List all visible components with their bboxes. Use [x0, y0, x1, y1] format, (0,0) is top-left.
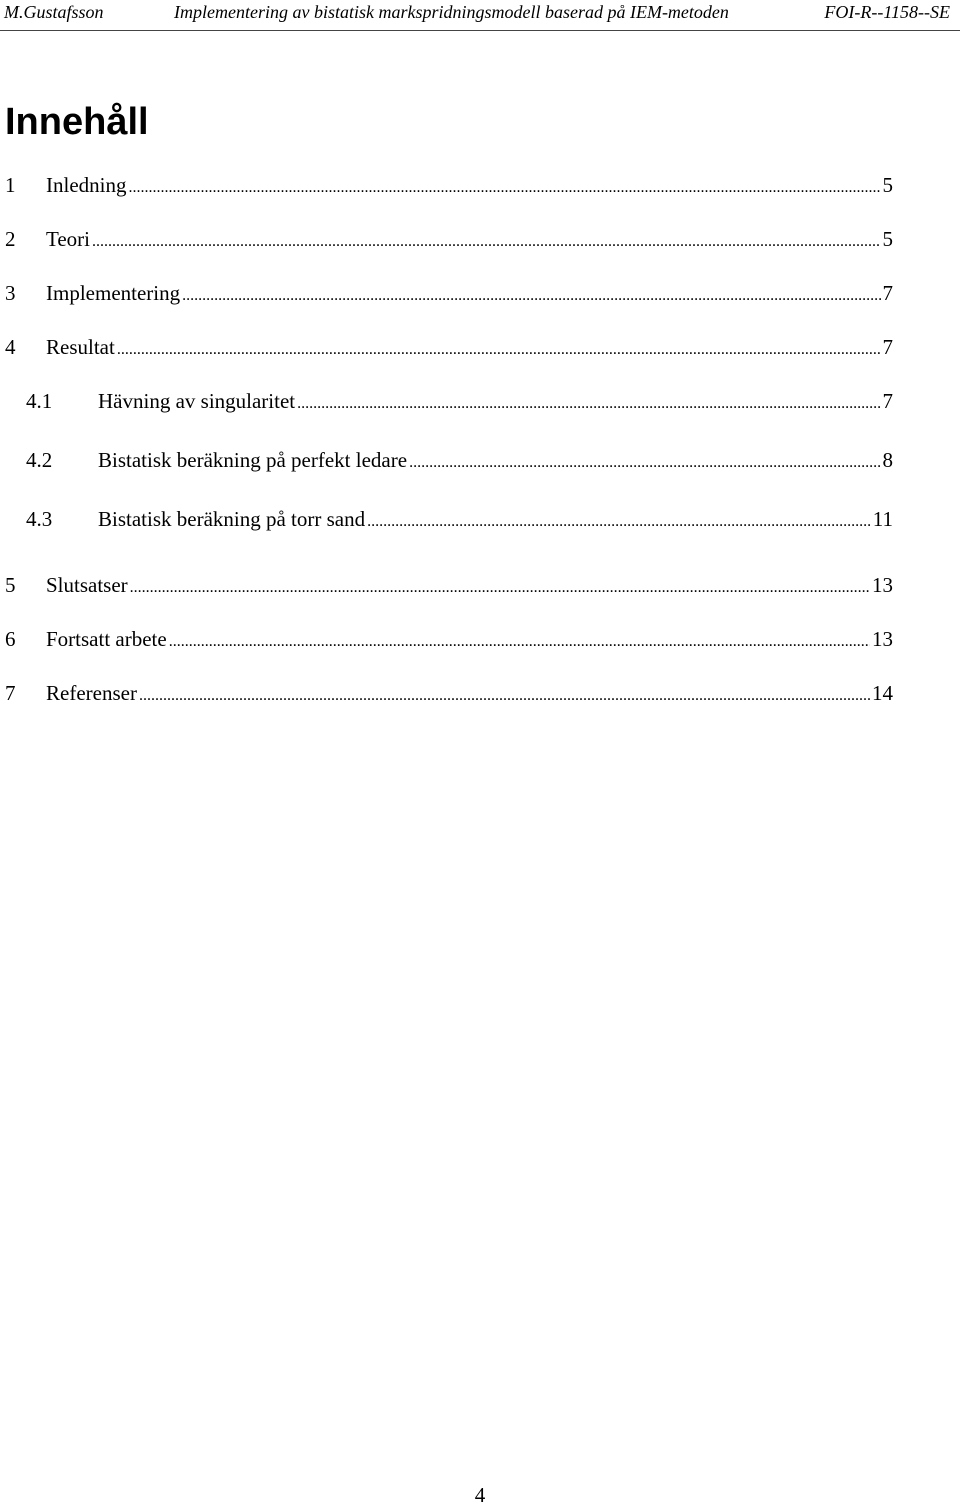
- toc-entry-inledning[interactable]: [0, 172, 893, 198]
- toc-entry-number: 4.3: [26, 507, 53, 531]
- toc-entry-number: 3: [5, 281, 16, 305]
- toc-entry-havning-av-singularitet[interactable]: [0, 388, 893, 414]
- header-document-title: Implementering av bistatisk markspridningsmodell baserad på IEM-metoden: [174, 2, 729, 22]
- toc-entry-label: Teori: [46, 227, 91, 251]
- toc-entry-label: Hävning av singularitet: [98, 389, 296, 413]
- toc-entry-page: 7: [882, 389, 893, 413]
- toc-entry-label: Implementering: [46, 281, 181, 305]
- toc-entry-slutsatser[interactable]: [0, 572, 893, 598]
- toc-entry-label: Slutsatser: [46, 573, 128, 597]
- toc-entry-number: 6: [5, 627, 16, 651]
- toc-entry-torr-sand[interactable]: [0, 506, 893, 532]
- toc-leader-dots: [367, 509, 871, 535]
- page-number: 4: [474, 1483, 486, 1507]
- toc-entry-number: 7: [5, 681, 16, 705]
- toc-entry-resultat[interactable]: [0, 334, 893, 360]
- toc-entry-referenser[interactable]: [0, 680, 893, 706]
- toc-entry-page: 11: [872, 507, 893, 531]
- toc-entry-number: 2: [5, 227, 16, 251]
- toc-leader-dots: [130, 575, 870, 601]
- toc-leader-dots: [92, 229, 880, 255]
- toc-entry-page: 13: [872, 627, 893, 651]
- toc-entry-number: 1: [5, 173, 16, 197]
- toc-entry-number: 4.2: [26, 448, 53, 472]
- toc-entry-label: Fortsatt arbete: [46, 627, 167, 651]
- toc-entry-fortsatt-arbete[interactable]: [0, 626, 893, 652]
- toc-entry-implementering[interactable]: [0, 280, 893, 306]
- toc-leader-dots: [128, 175, 880, 201]
- toc-entry-teori[interactable]: [0, 226, 893, 252]
- toc-entry-page: 7: [882, 281, 893, 305]
- toc-leader-dots: [169, 629, 870, 655]
- toc-leader-dots: [139, 683, 870, 709]
- toc-entry-page: 5: [882, 227, 893, 251]
- toc-entry-number: 5: [5, 573, 16, 597]
- toc-entry-label: Bistatisk beräkning på torr sand: [98, 507, 366, 531]
- toc-leader-dots: [182, 283, 880, 309]
- toc-entry-page: 8: [882, 448, 893, 472]
- toc-leader-dots: [409, 450, 880, 476]
- toc-entry-page: 7: [882, 335, 893, 359]
- toc-entry-perfekt-ledare[interactable]: [0, 447, 893, 473]
- toc-entry-label: Referenser: [46, 681, 137, 705]
- toc-entry-label: Resultat: [46, 335, 115, 359]
- toc-entry-label: Inledning: [46, 173, 127, 197]
- toc-entry-page: 5: [882, 173, 893, 197]
- header-author: M.Gustafsson: [4, 2, 104, 22]
- toc-entry-number: 4: [5, 335, 16, 359]
- toc-entry-label: Bistatisk beräkning på perfekt ledare: [98, 448, 408, 472]
- toc-entry-number: 4.1: [26, 389, 53, 413]
- toc-heading: Innehåll: [5, 101, 149, 143]
- toc-entry-page: 13: [872, 573, 893, 597]
- toc-leader-dots: [297, 391, 880, 417]
- toc-entry-page: 14: [872, 681, 893, 705]
- toc-leader-dots: [117, 337, 881, 363]
- header-report-number: FOI-R--1158--SE: [824, 2, 950, 22]
